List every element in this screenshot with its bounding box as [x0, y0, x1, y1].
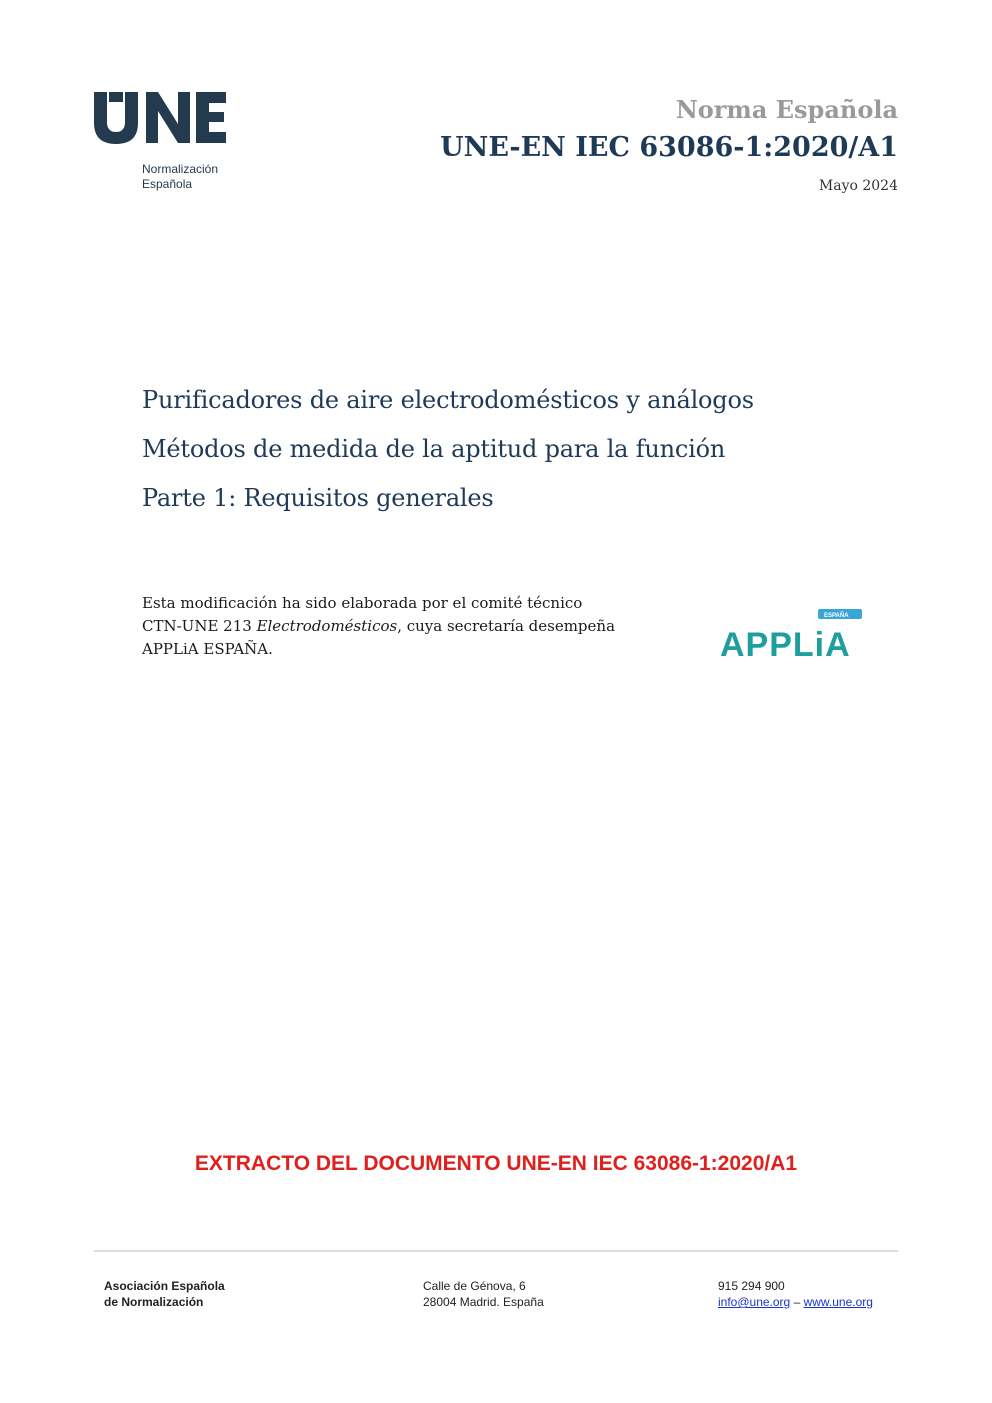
une-wordmark-icon	[92, 88, 232, 146]
logo-subtitle-line1: Normalización	[142, 162, 219, 176]
committee-statement-line2	[142, 617, 615, 635]
document-title-line2: Métodos de medida de la aptitud para la función	[142, 435, 726, 463]
footer-org-line1: Asociación Española	[104, 1279, 225, 1293]
committee-code: CTN-UNE 213	[142, 617, 257, 635]
extract-notice: EXTRACTO DEL DOCUMENTO UNE-EN IEC 63086-1:2020/A1	[194, 1152, 798, 1175]
applia-logo	[718, 606, 863, 662]
document-title-line3: Parte 1: Requisitos generales	[142, 484, 494, 512]
standard-code: UNE-EN IEC 63086-1:2020/A1	[440, 132, 898, 163]
footer-address-line1: Calle de Génova, 6	[423, 1279, 526, 1293]
une-logo	[92, 88, 232, 196]
committee-statement-line3: APPLiA ESPAÑA.	[142, 640, 273, 658]
email-link[interactable]: info@une.org	[718, 1295, 791, 1309]
footer-phone: 915 294 900	[718, 1279, 785, 1293]
applia-logo-icon	[718, 606, 863, 662]
logo-subtitle-line2: Española	[142, 177, 193, 191]
applia-wordmark: APPLiA	[720, 626, 851, 662]
standard-type-label: Norma Española	[675, 95, 898, 124]
footer-contact-links	[718, 1294, 873, 1310]
publication-date: Mayo 2024	[818, 178, 898, 194]
document-title-line1: Purificadores de aire electrodomésticos y análogos	[142, 386, 754, 414]
committee-statement-suffix: , cuya secretaría desempeña	[397, 617, 616, 635]
footer-org-line2: de Normalización	[104, 1295, 204, 1309]
applia-badge-text: ESPAÑA	[824, 613, 849, 619]
footer-address-line2: 28004 Madrid. España	[423, 1295, 544, 1309]
committee-name: Electrodomésticos	[256, 617, 398, 635]
website-link[interactable]: www.une.org	[803, 1295, 873, 1309]
footer-link-separator: –	[790, 1295, 804, 1309]
footer-divider	[94, 1250, 898, 1252]
committee-statement-line1: Esta modificación ha sido elaborada por el comité técnico	[142, 594, 583, 612]
